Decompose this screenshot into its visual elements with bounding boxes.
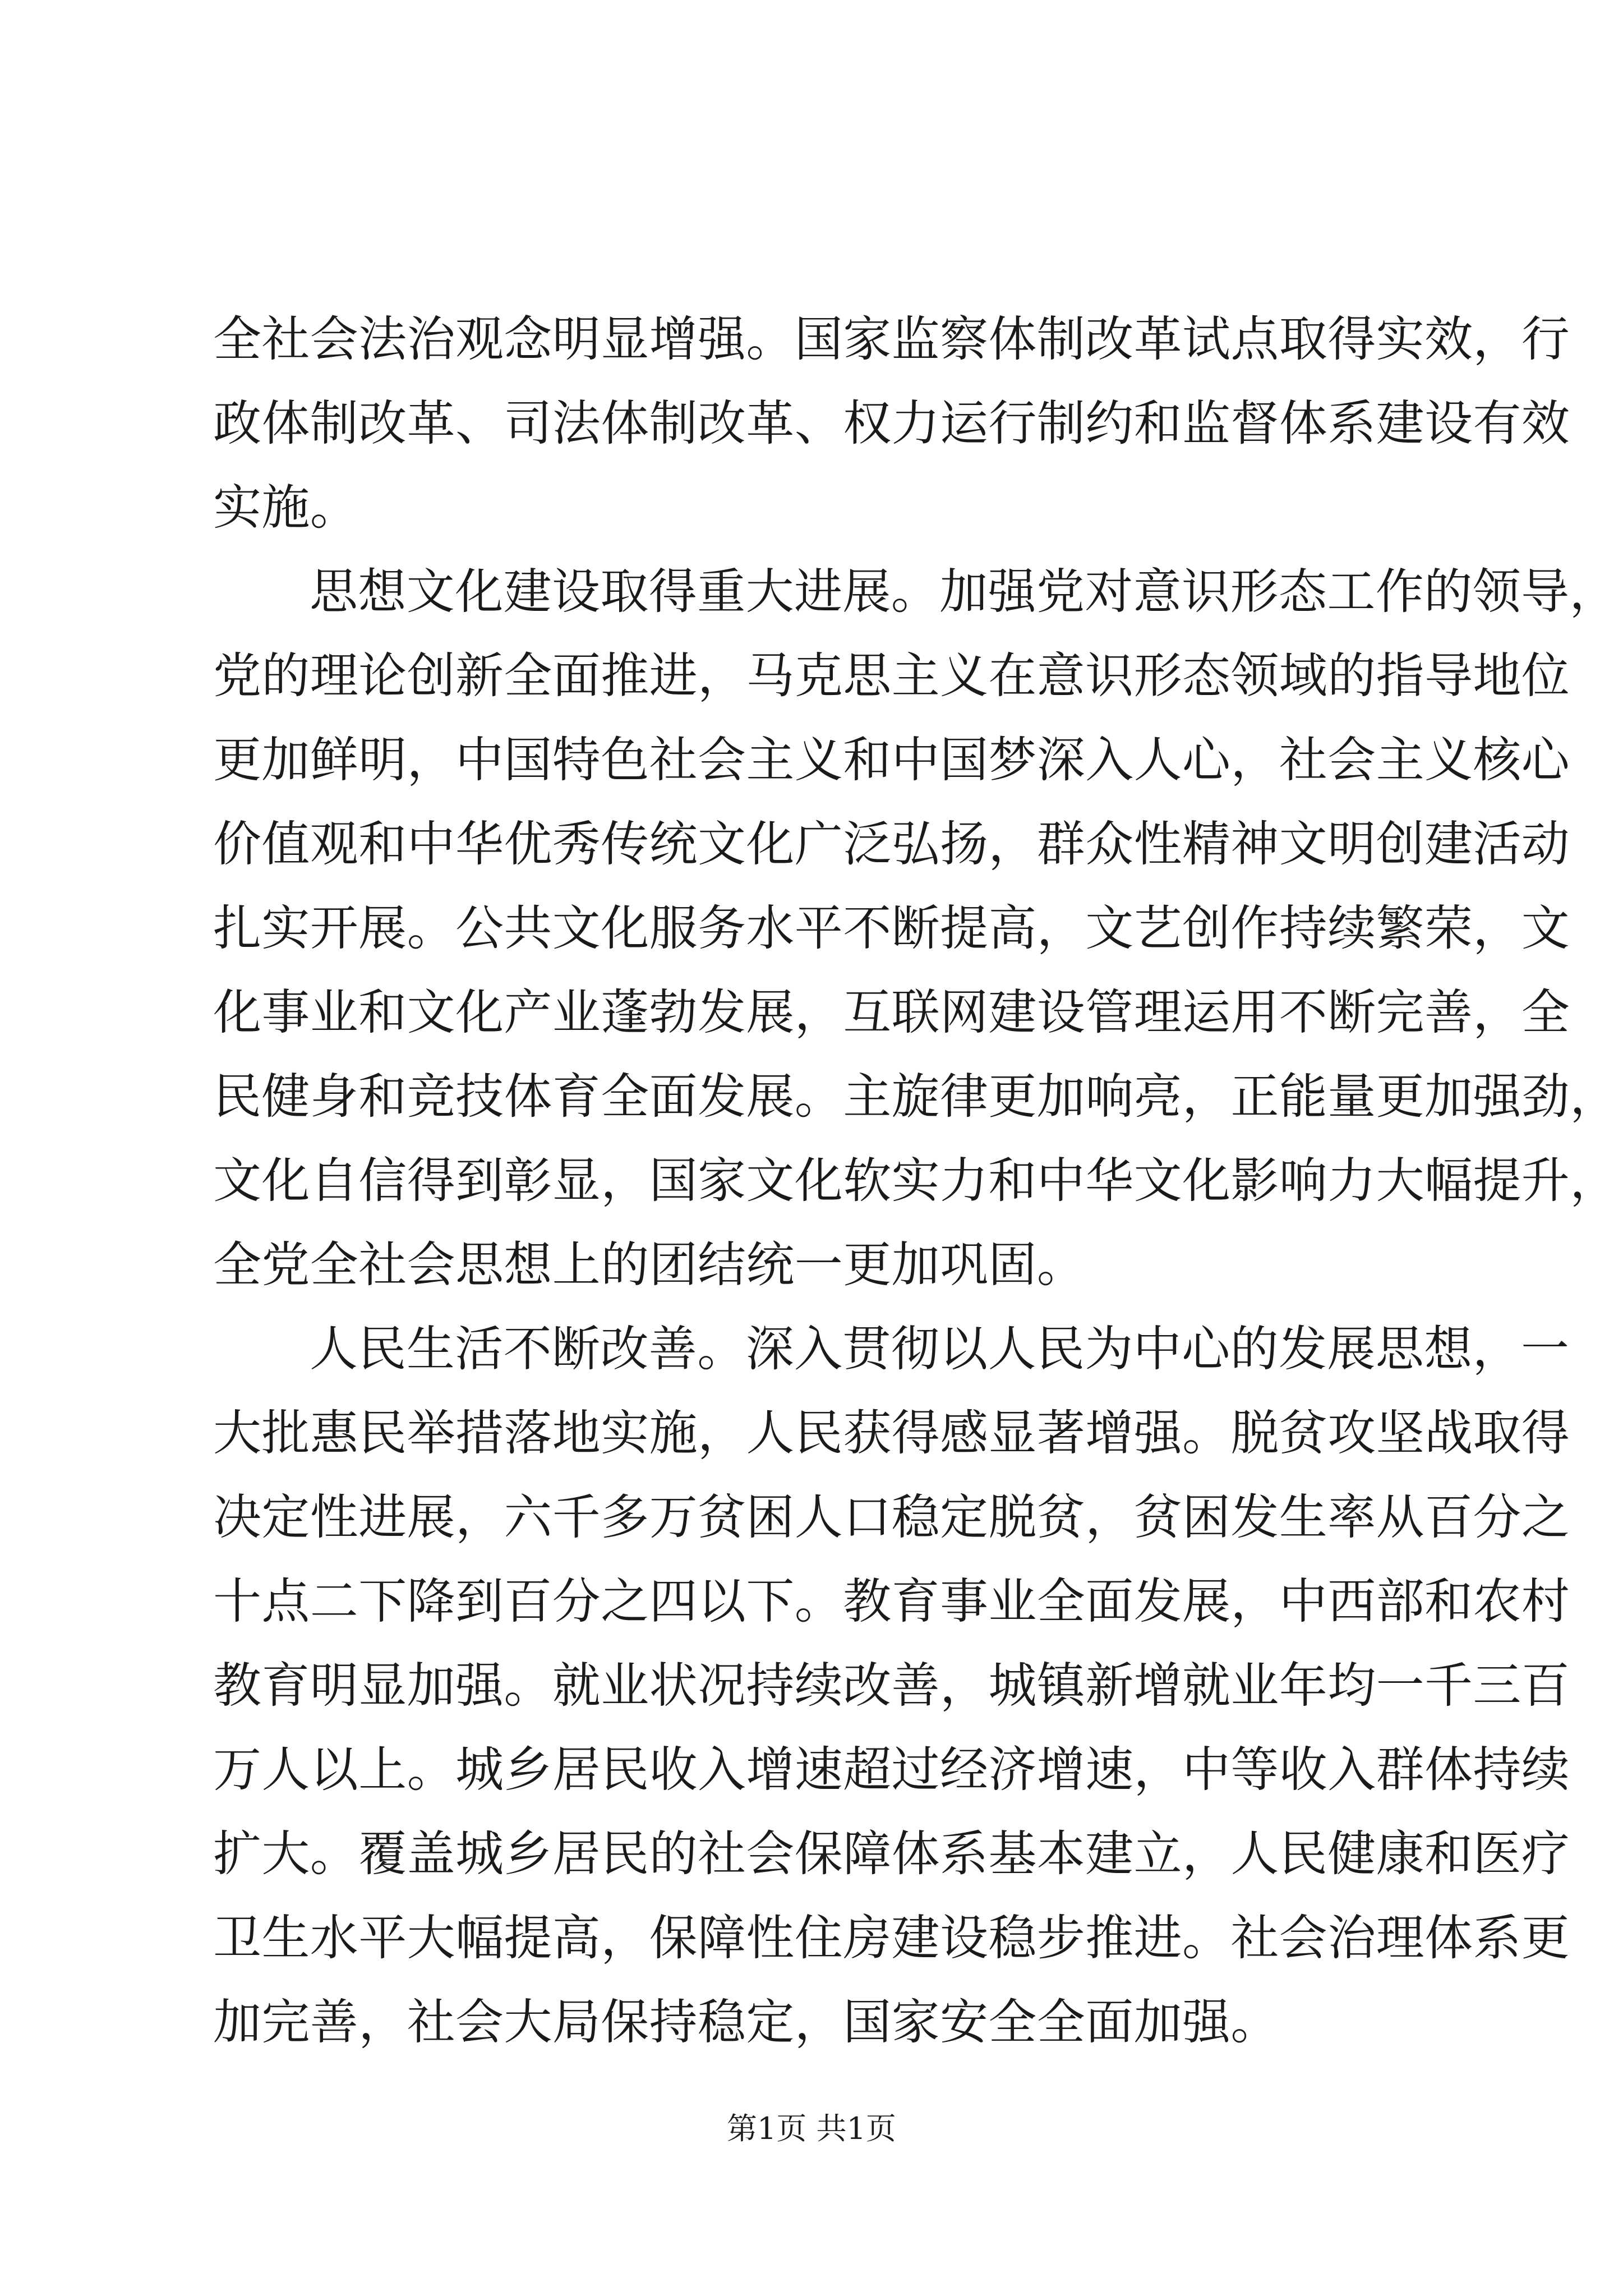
text-line: 万人以上。城乡居民收入增速超过经济增速，中等收入群体持续: [213, 1742, 1570, 1798]
paragraph-livelihood: [213, 1307, 1570, 2064]
text-line: 加完善，社会大局保持稳定，国家安全全面加强。: [213, 1994, 1279, 2050]
document-body: [213, 297, 1619, 2064]
text-line: 化事业和文化产业蓬勃发展，互联网建设管理运用不断完善，全: [213, 984, 1570, 1041]
page-number-footer: 第1页 共1页: [727, 2111, 896, 2146]
text-line: 实施。: [213, 480, 359, 536]
text-line: 全社会法治观念明显增强。国家监察体制改革试点取得实效，行: [213, 311, 1570, 367]
text-line: 决定性进展，六千多万贫困人口稳定脱贫，贫困发生率从百分之: [213, 1489, 1570, 1545]
text-line: 人民生活不断改善。深入贯彻以人民为中心的发展思想，一: [310, 1321, 1570, 1377]
text-line: 扩大。覆盖城乡居民的社会保障体系基本建立，人民健康和医疗: [213, 1826, 1570, 1882]
text-line: 教育明显加强。就业状况持续改善，城镇新增就业年均一千三百: [213, 1658, 1570, 1714]
text-line: 全党全社会思想上的团结统一更加巩固。: [213, 1237, 1086, 1293]
text-line: 扎实开展。公共文化服务水平不断提高，文艺创作持续繁荣，文: [213, 900, 1570, 956]
text-line: 民健身和竞技体育全面发展。主旋律更加响亮，正能量更加强劲，: [213, 1069, 1619, 1125]
text-line: 十点二下降到百分之四以下。教育事业全面发展，中西部和农村: [213, 1573, 1570, 1630]
text-line: 文化自信得到彰显，国家文化软实力和中华文化影响力大幅提升，: [213, 1153, 1619, 1209]
paragraph-rule-of-law: [213, 297, 1570, 550]
text-line: 卫生水平大幅提高，保障性住房建设稳步推进。社会治理体系更: [213, 1910, 1570, 1966]
text-line: 价值观和中华优秀传统文化广泛弘扬，群众性精神文明创建活动: [213, 816, 1570, 872]
text-line: 党的理论创新全面推进，马克思主义在意识形态领域的指导地位: [213, 648, 1570, 704]
text-line: 思想文化建设取得重大进展。加强党对意识形态工作的领导，: [310, 564, 1618, 620]
paragraph-culture: [213, 550, 1619, 1307]
text-line: 政体制改革、司法体制改革、权力运行制约和监督体系建设有效: [213, 395, 1570, 452]
text-line: 更加鲜明，中国特色社会主义和中国梦深入人心，社会主义核心: [213, 732, 1570, 788]
text-line: 大批惠民举措落地实施，人民获得感显著增强。脱贫攻坚战取得: [213, 1405, 1570, 1461]
